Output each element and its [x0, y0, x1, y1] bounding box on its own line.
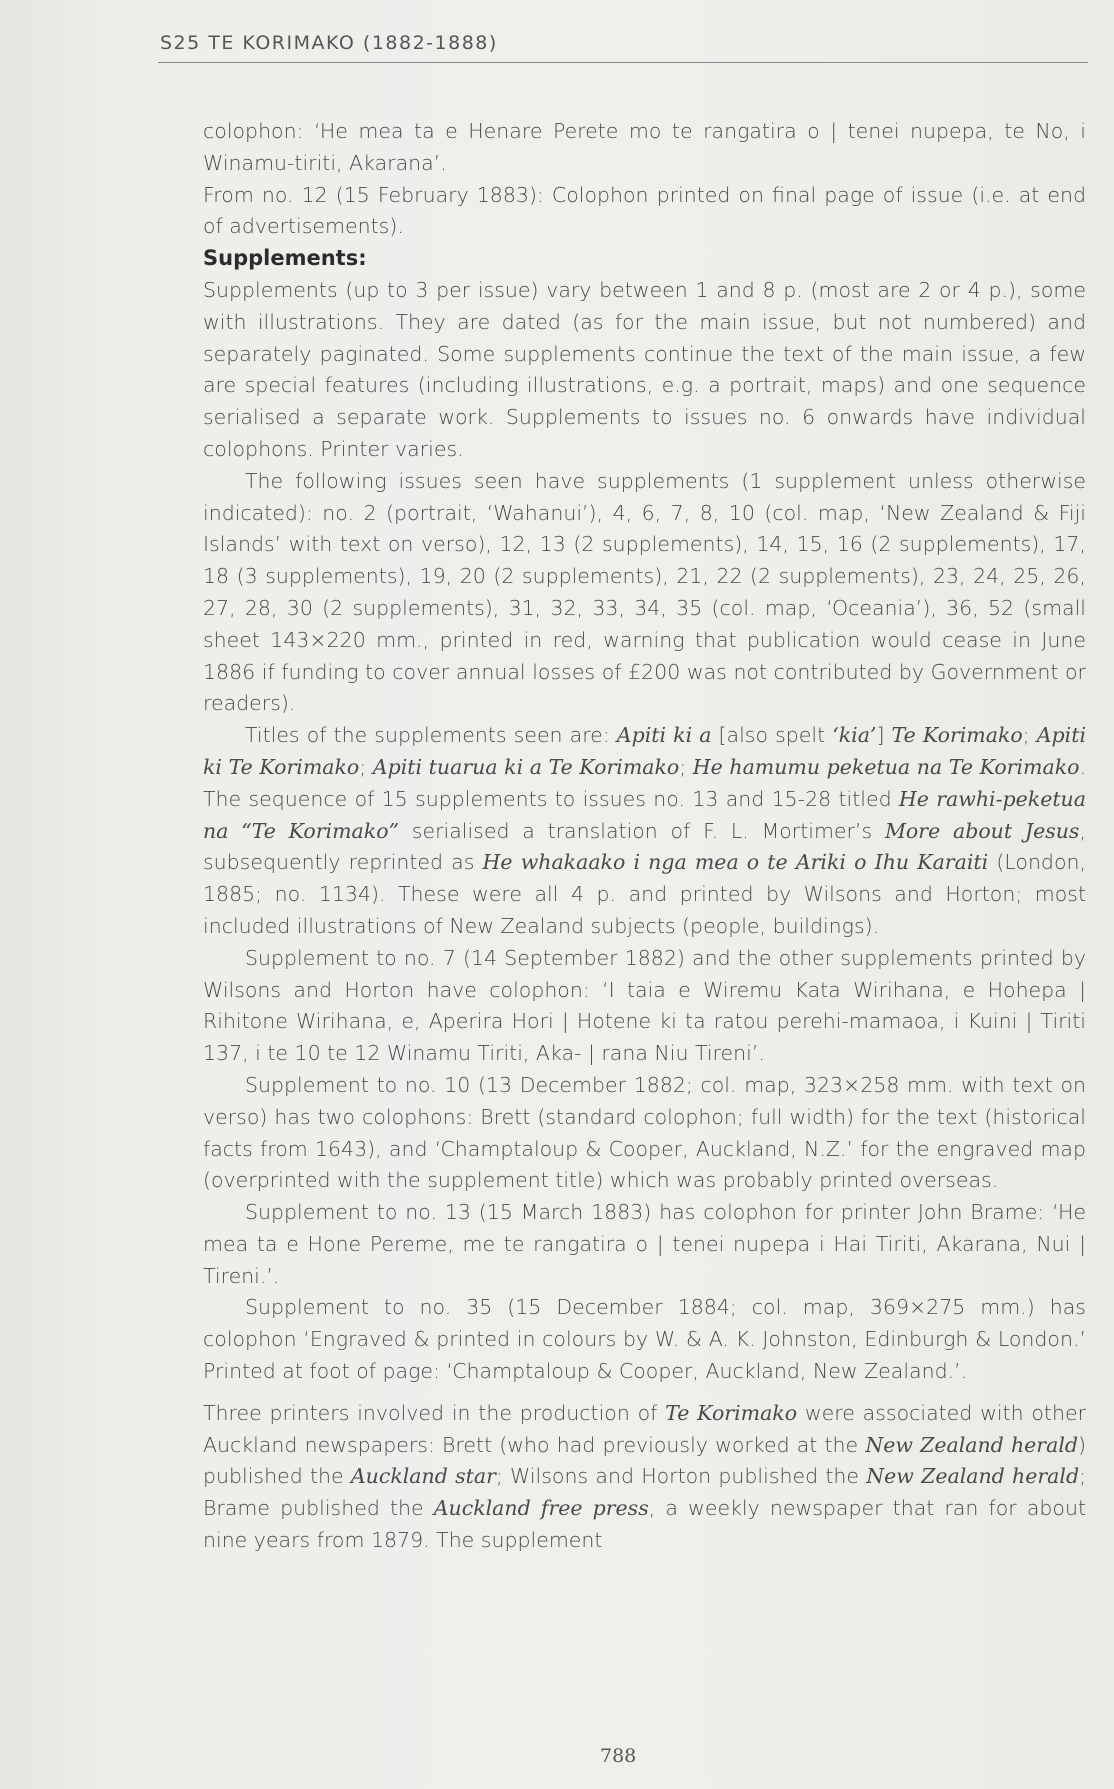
- p3-i3: Te Korimako: [891, 723, 1023, 748]
- p3-t4: ;: [1022, 723, 1037, 748]
- p3-i1: Apiti ki a: [616, 723, 712, 748]
- supplements-heading: Supplements:: [203, 246, 367, 271]
- supplements-para-1: Supplements (up to 3 per issue) vary between 1 and 8 p. (most are 2 or 4 p.), some with illustrations. They are dated (as for the main issue, but not numbered) and separately paginated. Some supplements continue the text of the main issue, a few are special features (including illustrations, e.g. a portrait, maps) and one sequence serialised a separate work. Supplements to issues no. 6 onwards have individual colophons. Printer varies.: [203, 277, 1086, 461]
- p3-t6: ;: [679, 754, 693, 779]
- p8-i5: Auckland free press: [433, 1496, 649, 1521]
- p8-t2: were associated with other Auckland newspapers: Brett (who had previously worked at the: [203, 1400, 1086, 1457]
- supplements-para-3: [203, 720, 1086, 943]
- supplements-para-4: Supplement to no. 7 (14 September 1882) and the other supplements printed by Wilsons and Horton have colophon: ‘I taia e Wiremu Kata Wirihana, e Hohepa | Rihitone Wirihana, e, Aperira Hori | Hotene ki ta ratou perehi-mamaoa, i Kuini | Tiriti 137, i te 10 te 12 Winamu Tiriti, Aka- | rana Niu Tireni’.: [203, 945, 1086, 1066]
- p3-i9: He whakaako i nga mea o te Ariki o Ihu Karaiti: [482, 850, 989, 875]
- p3-t10: (London, 1885; no. 1134). These were all 4 p. and printed by Wilsons and Horton; most included illustrations of New Zealand subjects (people, buildings).: [203, 850, 1086, 938]
- p3-t9: , subsequently reprinted as: [203, 818, 1086, 875]
- p3-i6: He hamumu peketua na Te Korimako: [692, 754, 1080, 779]
- p8-i3: Auckland star: [350, 1464, 496, 1489]
- body-text: [203, 116, 1086, 1557]
- p3-i2: ‘kia’: [832, 723, 877, 748]
- p3-t3: ]: [876, 723, 892, 748]
- printers-para: [203, 1398, 1086, 1557]
- supplements-para-5: Supplement to no. 10 (13 December 1882; col. map, 323×258 mm. with text on verso) has two colophons: Brett (standard colophon; full width) for the text (historical facts from 1643), and ‘Champtaloup & Cooper, Auckland, N.Z.’ for the engraved map (overprinted with the supplement title) which was probably printed overseas.: [203, 1072, 1086, 1193]
- p3-t7: . The sequence of 15 supplements to issues no. 13 and 15-28 titled: [203, 754, 1086, 811]
- p3-t1: Titles of the supplements seen are:: [245, 723, 617, 748]
- p3-i5: Apiti tuarua ki a Te Korimako: [372, 754, 680, 779]
- supplements-para-7: Supplement to no. 35 (15 December 1884; col. map, 369×275 mm.) has colophon ‘Engraved & printed in colours by W. & A. K. Johnston, Edinburgh & London.’ Printed at foot of page: ‘Champtaloup & Cooper, Auckland, New Zealand.’.: [203, 1295, 1086, 1384]
- p8-i1: Te Korimako: [665, 1400, 798, 1425]
- p3-t5: ;: [359, 754, 373, 779]
- colophon-continuation: colophon: ‘He mea ta e Henare Perete mo te rangatira o | tenei nupepa, te No, i Winamu-tiriti, Akarana’.: [203, 119, 1086, 175]
- p8-t3: ) published the: [203, 1432, 1087, 1489]
- supplements-para-2: The following issues seen have supplements (1 supplement unless otherwise indicated): no. 2 (portrait, ‘Wahanui’), 4, 6, 7, 8, 10 (col. map, ‘New Zealand & Fiji Islands’ with text on verso), 12, 13 (2 supplements), 14, 15, 16 (2 supplements), 17, 18 (3 supplements), 19, 20 (2 supplements), 21, 22 (2 supplements), 23, 24, 25, 26, 27, 28, 30 (2 supplements), 31, 32, 33, 34, 35 (col. map, ‘Oceania’), 36, 52 (small sheet 143×220 mm., printed in red, warning that publication would cease in June 1886 if funding to cover annual losses of £200 was not contributed by Government or readers).: [203, 468, 1086, 716]
- p8-i2: New Zealand herald: [865, 1432, 1079, 1457]
- header-rule: [158, 62, 1088, 63]
- p8-t4: ; Wilsons and Horton published the: [495, 1464, 867, 1489]
- p3-t8: serialised a translation of F. L. Mortimer’s: [399, 818, 885, 843]
- supplements-para-6: Supplement to no. 13 (15 March 1883) has colophon for printer John Brame: ‘He mea ta e Hone Pereme, me te rangatira o | tenei nupepa i Hai Tiriti, Akarana, Nui | Tireni.’.: [203, 1200, 1086, 1288]
- p8-t6: , a weekly newspaper that ran for about nine years from 1879. The supplement: [203, 1496, 1086, 1553]
- p8-i4: New Zealand herald: [866, 1464, 1080, 1489]
- p8-t1: Three printers involved in the production of: [203, 1400, 666, 1425]
- running-head: S25 TE KORIMAKO (1882-1888): [160, 32, 498, 54]
- p3-t2: [also spelt: [711, 723, 833, 748]
- p3-i7: He rawhi-peketua na “Te Korimako”: [203, 786, 1086, 843]
- p3-i4: Apiti ki Te Korimako: [203, 723, 1087, 779]
- p3-i8: More about Jesus: [884, 818, 1080, 843]
- p8-t5: ; Brame published the: [203, 1464, 1086, 1521]
- page-number: 788: [600, 1745, 637, 1767]
- from-no12-note: From no. 12 (15 February 1883): Colophon printed on final page of issue (i.e. at end of advertisements).: [203, 182, 1086, 239]
